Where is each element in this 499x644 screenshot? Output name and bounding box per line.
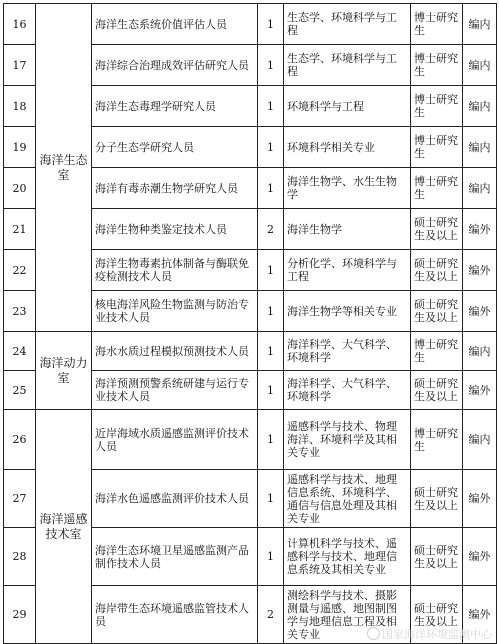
position-cell: 海洋生物毒素抗体制备与酶联免疫检测技术人员 bbox=[92, 250, 258, 291]
count-cell: 1 bbox=[258, 371, 284, 410]
row-number: 29 bbox=[4, 586, 36, 644]
position-cell: 海岸带生态环境遥感监管技术人员 bbox=[92, 586, 258, 644]
count-cell: 1 bbox=[258, 470, 284, 528]
education-cell: 硕士研究生及以上 bbox=[411, 586, 463, 644]
position-cell: 近岸海域水质遥感监测评价技术人员 bbox=[92, 410, 258, 470]
staffing-cell: 编外 国家海洋环境监测中心 bbox=[463, 586, 497, 644]
row-number: 17 bbox=[4, 45, 36, 86]
position-cell: 海洋生态系统价值评估人员 bbox=[92, 4, 258, 45]
major-cell: 分析化学、环境科学与工程 bbox=[284, 250, 411, 291]
row-number: 23 bbox=[4, 291, 36, 332]
count-cell: 1 bbox=[258, 291, 284, 332]
staffing-cell: 编外 bbox=[463, 250, 497, 291]
staffing-cell: 编内 bbox=[463, 332, 497, 371]
staffing-cell: 编内 bbox=[463, 4, 497, 45]
row-number: 21 bbox=[4, 209, 36, 250]
major-cell: 海洋科学、大气科学、环境科学 bbox=[284, 371, 411, 410]
staffing-cell: 编内 bbox=[463, 45, 497, 86]
row-number: 25 bbox=[4, 371, 36, 410]
major-cell: 测绘科学与技术、摄影测量与遥感、地图制图学与地理信息工程及相关专业 bbox=[284, 586, 411, 644]
education-cell: 博士研究生 bbox=[411, 410, 463, 470]
major-cell: 海洋生物学、水生生物学 bbox=[284, 168, 411, 209]
major-cell: 遥感科学与技术、地理信息系统、环境科学、通信与信息处理及其相关专业 bbox=[284, 470, 411, 528]
major-cell: 海洋生物学 bbox=[284, 209, 411, 250]
row-number: 27 bbox=[4, 470, 36, 528]
education-cell: 硕士研究生及以上 bbox=[411, 528, 463, 586]
position-cell: 海洋有毒赤潮生物学研究人员 bbox=[92, 168, 258, 209]
staffing-cell: 编外 bbox=[463, 209, 497, 250]
position-cell: 海洋水色遥感监测评价技术人员 bbox=[92, 470, 258, 528]
position-cell: 海洋生态毒理学研究人员 bbox=[92, 86, 258, 127]
education-cell: 硕士研究生及以上 bbox=[411, 470, 463, 528]
education-cell: 硕士研究生及以上 bbox=[411, 291, 463, 332]
education-cell: 硕士研究生及以上 bbox=[411, 371, 463, 410]
major-cell: 生态学、环境科学与工程 bbox=[284, 45, 411, 86]
major-cell: 计算机科学与技术、遥感科学与技术、地理信息系统及其相关专业 bbox=[284, 528, 411, 586]
staffing-cell: 编外 bbox=[463, 470, 497, 528]
emblem-icon bbox=[367, 627, 380, 640]
position-cell: 海洋综合治理成效评估研究人员 bbox=[92, 45, 258, 86]
row-number: 16 bbox=[4, 4, 36, 45]
count-cell: 1 bbox=[258, 86, 284, 127]
education-cell: 博士研究生 bbox=[411, 127, 463, 168]
count-cell: 1 bbox=[258, 250, 284, 291]
staffing-cell: 编内 bbox=[463, 410, 497, 470]
row-number: 24 bbox=[4, 332, 36, 371]
education-cell: 博士研究生 bbox=[411, 4, 463, 45]
education-cell: 博士研究生 bbox=[411, 86, 463, 127]
education-cell: 硕士研究生及以上 bbox=[411, 250, 463, 291]
department-cell: 海洋遥感技术室 bbox=[36, 410, 92, 644]
row-number: 18 bbox=[4, 86, 36, 127]
education-cell: 博士研究生 bbox=[411, 168, 463, 209]
position-cell: 海洋预测预警系统研建与运行专业技术人员 bbox=[92, 371, 258, 410]
table-row bbox=[4, 4, 497, 45]
major-cell: 生态学、环境科学与工程 bbox=[284, 4, 411, 45]
education-cell: 博士研究生 bbox=[411, 45, 463, 86]
position-cell: 海洋生态环境卫星遥感监测产品制作技术人员 bbox=[92, 528, 258, 586]
education-cell: 博士研究生 bbox=[411, 332, 463, 371]
recruitment-table bbox=[3, 3, 497, 644]
row-number: 26 bbox=[4, 410, 36, 470]
department-cell: 海洋生态室 bbox=[36, 4, 92, 332]
row-number: 22 bbox=[4, 250, 36, 291]
watermark-text: 国家海洋环境监测中心 bbox=[382, 628, 492, 641]
staffing-cell: 编外 bbox=[463, 528, 497, 586]
education-cell: 硕士研究生及以上 bbox=[411, 209, 463, 250]
table-row bbox=[4, 410, 497, 470]
count-cell: 2 bbox=[258, 586, 284, 644]
count-cell: 1 bbox=[258, 528, 284, 586]
position-cell: 海水水质过程模拟预测技术人员 bbox=[92, 332, 258, 371]
count-cell: 1 bbox=[258, 4, 284, 45]
row-number: 19 bbox=[4, 127, 36, 168]
staffing-cell: 编内 bbox=[463, 168, 497, 209]
major-cell: 海洋科学、大气科学、环境科学 bbox=[284, 332, 411, 371]
position-cell: 分子生态学研究人员 bbox=[92, 127, 258, 168]
position-cell: 核电海洋风险生物监测与防治专业技术人员 bbox=[92, 291, 258, 332]
major-cell: 遥感科学与技术、物理海洋、环境科学及其相关专业 bbox=[284, 410, 411, 470]
major-cell: 环境科学相关专业 bbox=[284, 127, 411, 168]
count-cell: 1 bbox=[258, 332, 284, 371]
table-row bbox=[4, 332, 497, 371]
count-cell: 1 bbox=[258, 45, 284, 86]
count-cell: 2 bbox=[258, 209, 284, 250]
position-cell: 海洋生物种类鉴定技术人员 bbox=[92, 209, 258, 250]
row-number: 28 bbox=[4, 528, 36, 586]
row-number: 20 bbox=[4, 168, 36, 209]
staffing-cell: 编外 bbox=[463, 291, 497, 332]
staffing-cell: 编外 bbox=[463, 371, 497, 410]
department-cell: 海洋动力室 bbox=[36, 332, 92, 410]
major-cell: 海洋生物学等相关专业 bbox=[284, 291, 411, 332]
count-cell: 1 bbox=[258, 410, 284, 470]
watermark-logo bbox=[367, 627, 492, 641]
major-cell: 环境科学与工程 bbox=[284, 86, 411, 127]
count-cell: 1 bbox=[258, 127, 284, 168]
staffing-cell: 编内 bbox=[463, 127, 497, 168]
staffing-cell: 编内 bbox=[463, 86, 497, 127]
count-cell: 1 bbox=[258, 168, 284, 209]
